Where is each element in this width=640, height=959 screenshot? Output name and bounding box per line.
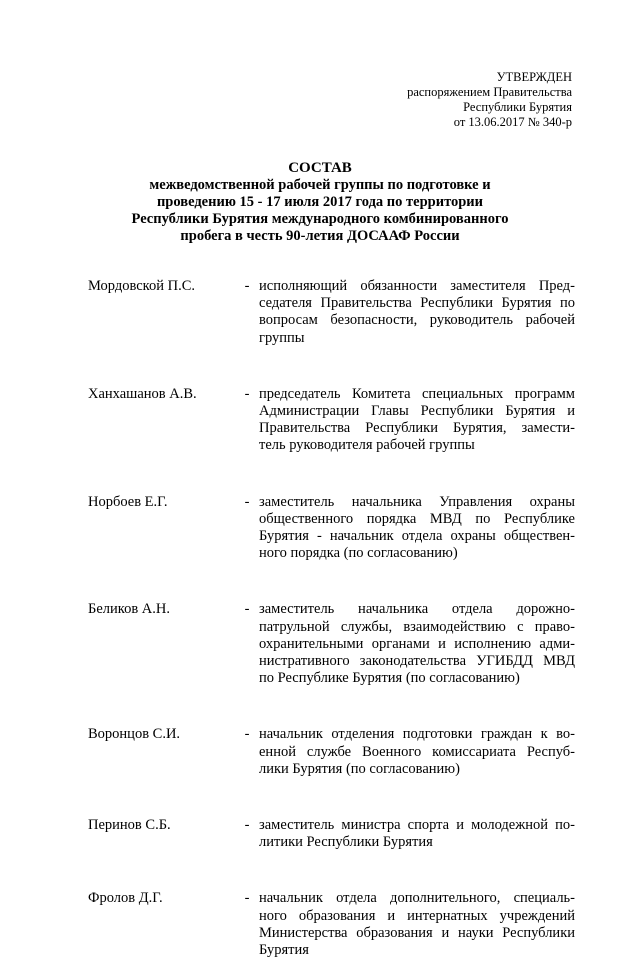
member-entry [88, 890, 575, 959]
title-line: Республики Бурятия международного комбинированного [131, 211, 509, 227]
role-line: седателя Правительства Республики Бурятия по [259, 295, 575, 312]
role-line: литики Республики Бурятия [259, 834, 433, 851]
approval-issuer-region: Республики Бурятия [463, 100, 572, 114]
member-name: Норбоев Е.Г. [88, 493, 168, 510]
member-name: Перинов С.Б. [88, 817, 171, 834]
member-entry [88, 817, 575, 851]
member-entry [88, 726, 575, 778]
role-line: охранительными органами и исполнению адми- [259, 635, 575, 652]
member-entry [88, 278, 575, 347]
approval-date-number: от 13.06.2017 № 340-р [453, 115, 572, 129]
member-role [256, 726, 575, 778]
member-dash: - [244, 817, 250, 834]
member-dash: - [244, 493, 250, 510]
member-entry [88, 386, 575, 455]
member-dash: - [244, 726, 250, 743]
title-line: проведению 15 - 17 июля 2017 года по территории [156, 194, 484, 210]
member-role [256, 890, 575, 959]
approval-heading: УТВЕРЖДЕН [496, 70, 572, 84]
member-role [256, 386, 575, 455]
member-dash: - [244, 601, 250, 618]
member-name: Мордовской П.С. [88, 278, 196, 294]
role-line: Бурятия [259, 942, 309, 959]
member-entry [88, 494, 575, 563]
member-entry [88, 601, 575, 687]
title-line: межведомственной рабочей группы по подготовке и [149, 177, 491, 193]
role-line: заместитель начальника отдела дорожно- [259, 601, 575, 618]
role-line: вопросам безопасности, руководитель рабочей [259, 312, 575, 329]
role-line: Администрации Главы Республики Бурятия и [259, 403, 575, 420]
role-line: нистративного законодательства УГИБДД МВД [259, 653, 575, 670]
member-dash: - [244, 890, 250, 907]
member-name: Ханхашанов А.В. [88, 385, 197, 402]
role-line: исполняющий обязанности заместителя Пред- [259, 278, 575, 294]
role-line: Правительства Республики Бурятия, замести- [259, 420, 575, 437]
role-line: общественного порядка МВД по Республике [259, 510, 575, 527]
role-line: ного порядка (по согласованию) [259, 545, 458, 562]
role-line: енной службе Военного комиссариата Респуб- [259, 743, 575, 760]
role-line: по Республике Бурятия (по согласованию) [259, 670, 520, 687]
member-dash: - [244, 278, 250, 294]
member-role [256, 494, 575, 563]
role-line: Министерства образования и науки Республики [259, 924, 575, 941]
role-line: заместитель начальника Управления охраны [259, 493, 575, 510]
member-dash: - [244, 385, 250, 402]
role-line: начальник отдела дополнительного, специаль- [259, 890, 575, 907]
role-line: ного образования и интернатных учреждений [259, 907, 575, 924]
role-line: начальник отделения подготовки граждан к во- [259, 726, 575, 743]
approval-issuer: распоряжением Правительства [407, 85, 572, 99]
approval-stamp [407, 70, 572, 130]
member-role [256, 278, 575, 347]
title-main: СОСТАВ [288, 160, 352, 176]
member-name: Воронцов С.И. [88, 726, 181, 743]
role-line: тель руководителя рабочей группы [259, 437, 475, 454]
role-line: лики Бурятия (по согласованию) [259, 760, 460, 777]
role-line: председатель Комитета специальных программ [259, 385, 575, 402]
member-role [256, 601, 575, 687]
role-line: заместитель министра спорта и молодежной по- [259, 817, 575, 834]
member-name: Фролов Д.Г. [88, 890, 163, 907]
role-line: группы [259, 329, 305, 346]
members-list [88, 278, 575, 959]
title-line: пробега в честь 90-летия ДОСААФ России [180, 228, 460, 244]
member-name: Беликов А.Н. [88, 601, 170, 618]
member-role [256, 817, 575, 851]
role-line: Бурятия - начальник отдела охраны обществен- [259, 528, 575, 545]
role-line: патрульной службы, взаимодействию с право- [259, 618, 575, 635]
document-title [80, 160, 560, 245]
